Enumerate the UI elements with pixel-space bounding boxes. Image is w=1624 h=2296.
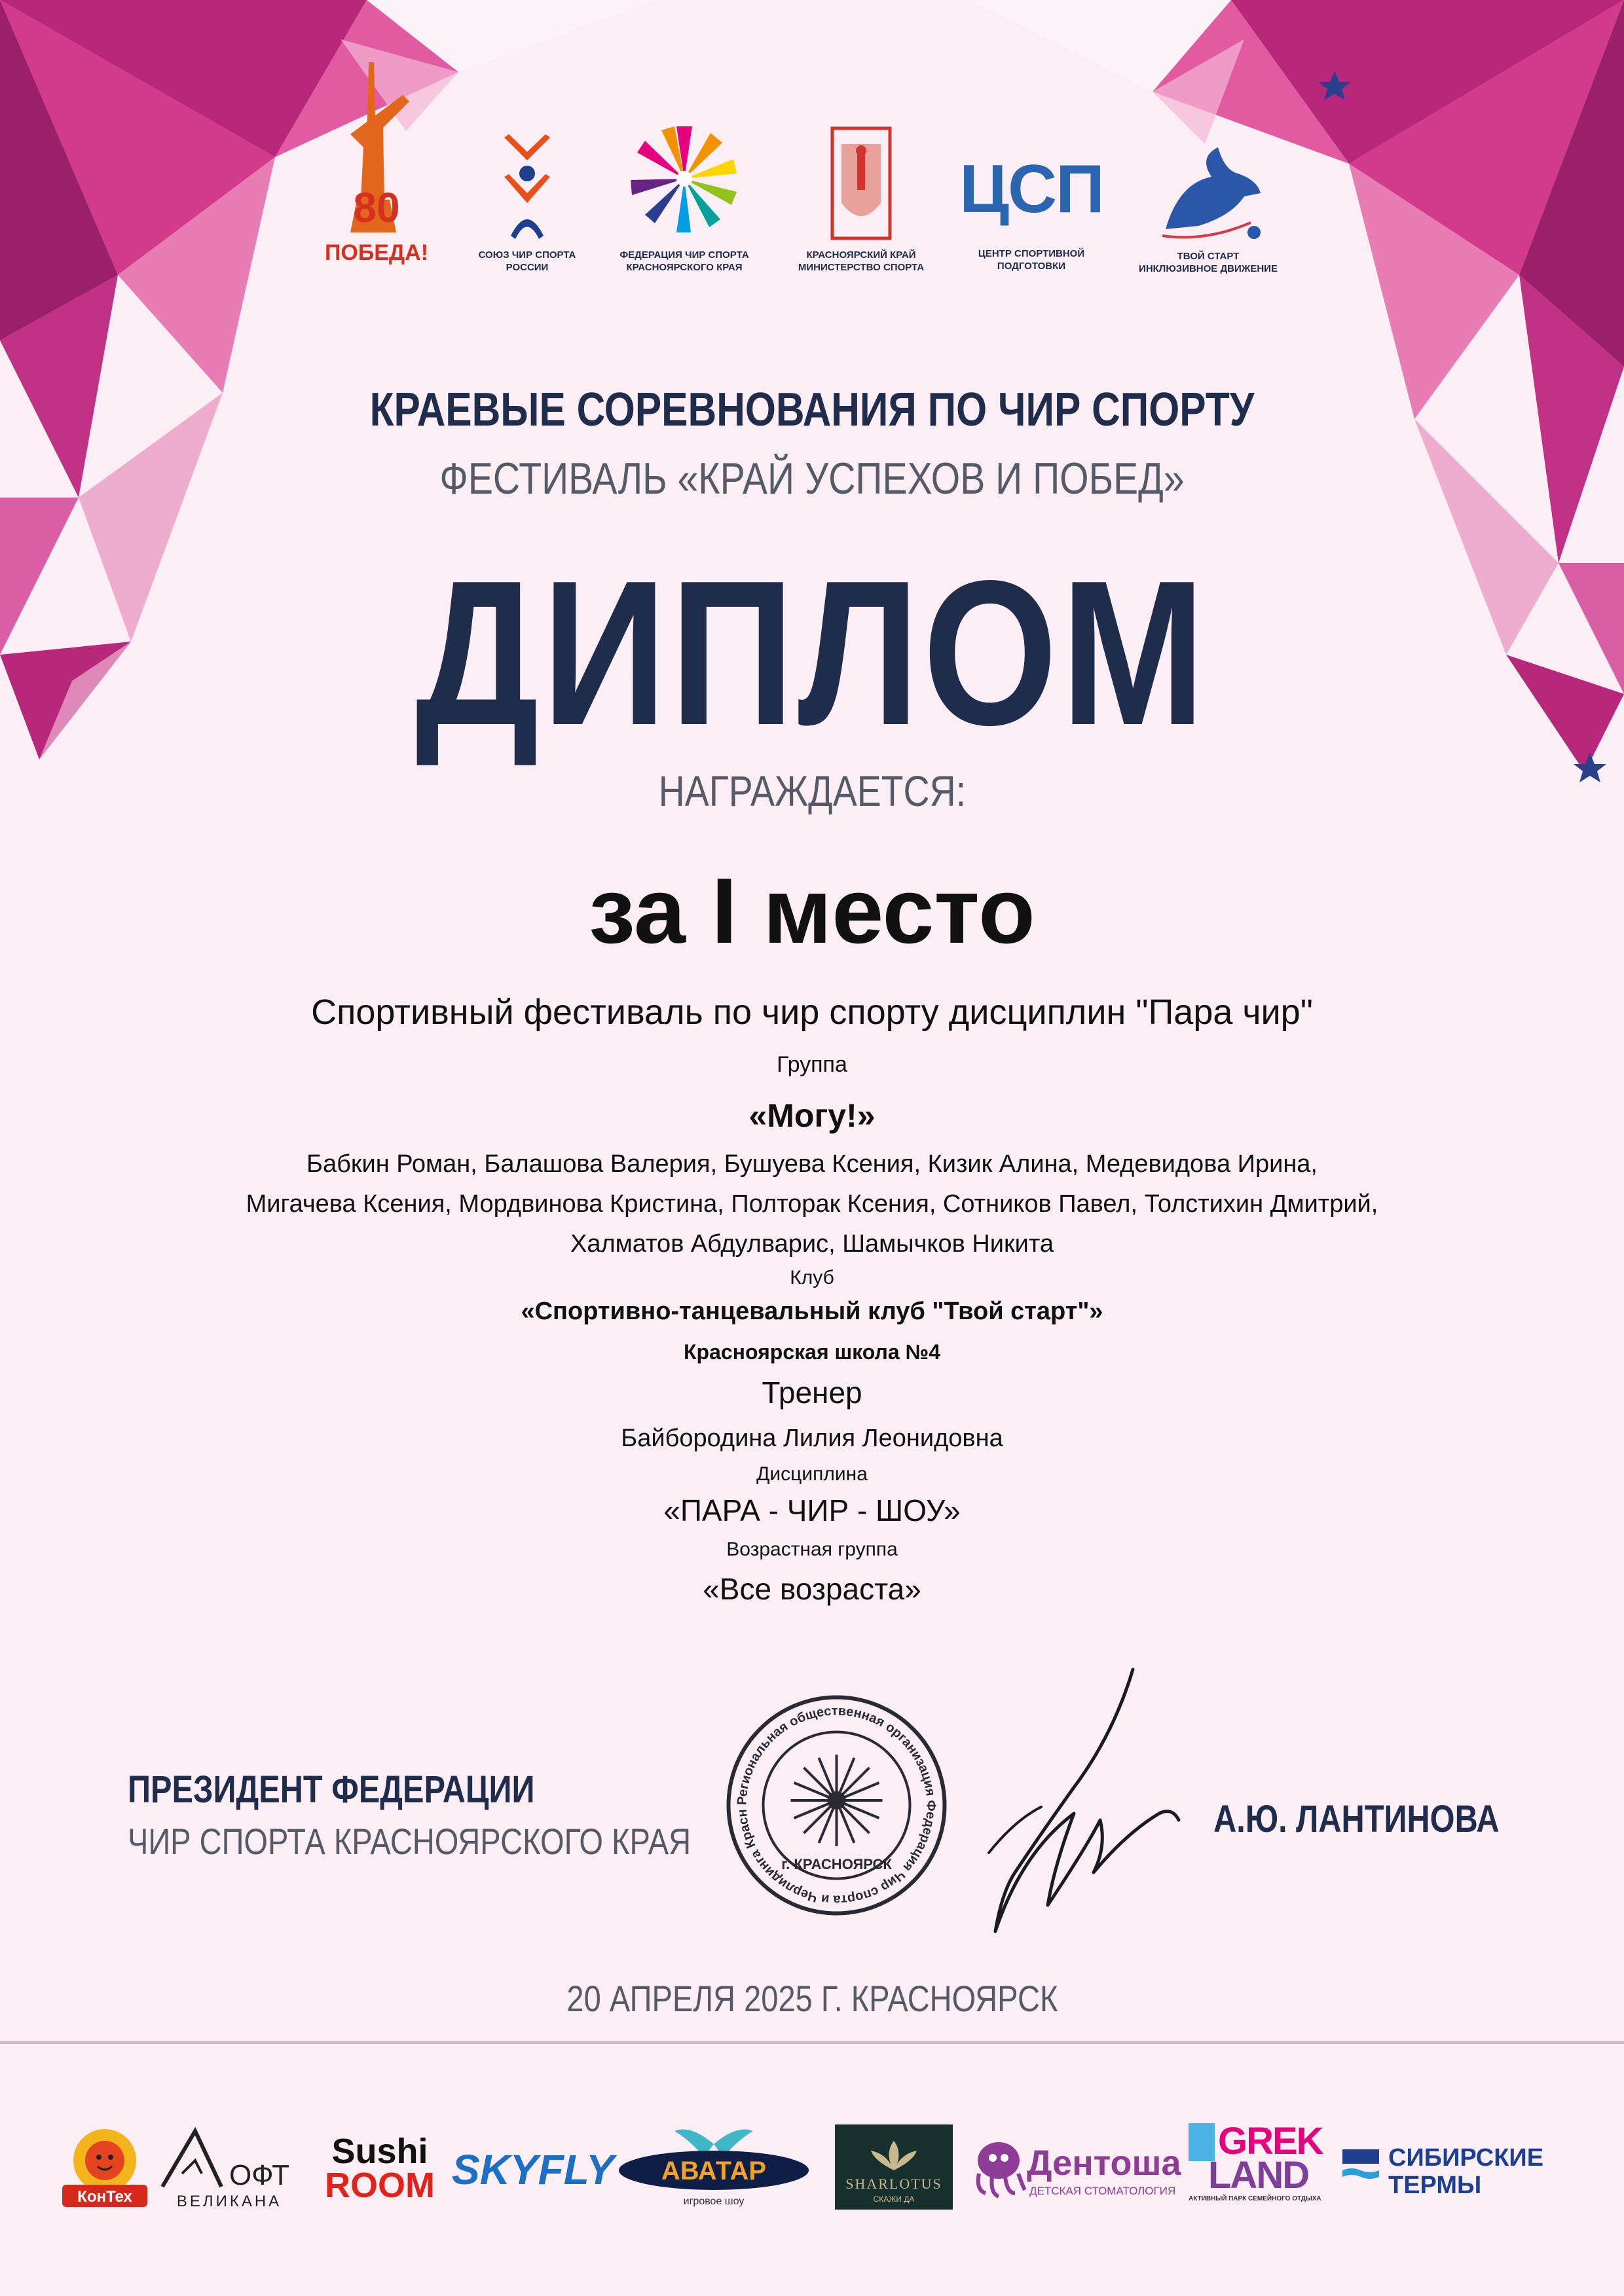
discipline-name: «ПАРА - ЧИР - ШОУ» (663, 1493, 961, 1527)
federation-logo (609, 121, 760, 282)
pobeda-logo (311, 56, 442, 291)
csp-caption-2: ПОДГОТОВКИ (997, 261, 1066, 272)
avatar-sub: игровое шоу (683, 2196, 745, 2207)
member-line: Мигачева Ксения, Мордвинова Кристина, Полторак Ксения, Сотников Павел, Толстихин Дмитрий, (246, 1190, 1378, 1218)
club-label: Клуб (790, 1267, 834, 1288)
csp-logo (959, 151, 1103, 282)
csp-mark: ЦСП (959, 151, 1103, 227)
ministry-caption-2: МИНИСТЕРСТВО СПОРТА (798, 262, 925, 273)
dentosha-text: Дентоша (1027, 2143, 1181, 2183)
soyuz-caption-2: РОССИИ (506, 262, 549, 273)
date-place: 20 АПРЕЛЯ 2025 Г. КРАСНОЯРСК (566, 1978, 1058, 2019)
grek-sub: АКТИВНЫЙ ПАРК СЕМЕЙНОГО ОТДЫХА (1189, 2195, 1321, 2202)
footer-divider (0, 2041, 1624, 2044)
tvoy-start-caption-1: ТВОЙ СТАРТ (1177, 251, 1240, 262)
sponsor-grekland (1189, 2120, 1326, 2210)
place-title: за I место (589, 859, 1035, 963)
school-name: Красноярская школа №4 (683, 1340, 940, 1364)
federation-stamp (724, 1692, 950, 1918)
president-role-line2-wrap (128, 1820, 717, 1863)
cheerleader-figure-icon (501, 131, 553, 242)
president-role-line1-wrap (128, 1768, 717, 1812)
age-group-label: Возрастная группа (726, 1539, 898, 1560)
sponsor-dentosha (969, 2124, 1179, 2210)
sponsor-skyfly (452, 2124, 614, 2210)
soyuz-logo (458, 124, 596, 282)
grek-word: GREK (1218, 2120, 1323, 2162)
sun-icon (56, 2124, 154, 2210)
dentosha-sub: ДЕТСКАЯ СТОМАТОЛОГИЯ (1029, 2185, 1176, 2197)
termy-word: ТЕРМЫ (1388, 2172, 1482, 2199)
skyfly-text: SKYFLY (452, 2146, 614, 2193)
president-name: А.Ю. ЛАНТИНОВА (1213, 1798, 1500, 1840)
sponsor-sharlotus (835, 2124, 953, 2210)
coach-name: Байбородина Лилия Леонидовна (621, 1425, 1003, 1452)
lotus-icon (835, 2124, 953, 2210)
soyuz-caption-1: СОЮЗ ЧИР СПОРТА (478, 249, 576, 261)
pobeda-word: ПОБЕДА! (324, 240, 429, 265)
competition-title-row (0, 383, 1624, 437)
land-word: LAND (1208, 2154, 1309, 2196)
festival-name-row (0, 453, 1624, 504)
awarded-label: НАГРАЖДАЕТСЯ: (658, 767, 966, 815)
sponsor-loft (156, 2124, 303, 2210)
sponsor-konteh (56, 2124, 154, 2210)
competition-title: КРАЕВЫЕ СОРЕВНОВАНИЯ ПО ЧИР СПОРТУ (369, 384, 1255, 436)
discipline-label: Дисциплина (756, 1463, 868, 1485)
age-group: «Все возраста» (703, 1572, 921, 1606)
festival-name: ФЕСТИВАЛЬ «КРАЙ УСПЕХОВ И ПОБЕД» (439, 454, 1185, 503)
tvoy-start-caption-2: ИНКЛЮЗИВНОЕ ДВИЖЕНИЕ (1139, 263, 1278, 274)
president-name-wrap (1153, 1797, 1500, 1841)
group-name: «Могу!» (748, 1097, 876, 1134)
pobeda-number: 80 (353, 184, 400, 231)
loft-word: ОФТ (229, 2159, 290, 2191)
federation-caption-1: ФЕДЕРАЦИЯ ЧИР СПОРТА (619, 249, 749, 261)
group-label: Группа (777, 1052, 847, 1077)
sponsor-avatar (612, 2124, 815, 2210)
pompom-burst-icon (629, 121, 740, 236)
ministry-caption-1: КРАСНОЯРСКИЙ КРАЙ (806, 249, 916, 261)
sharlotus-text: SHARLOTUS (845, 2176, 942, 2192)
member-line: Бабкин Роман, Балашова Валерия, Бушуева Ксения, Кизик Алина, Медевидова Ирина, (306, 1150, 1318, 1178)
diploma-word-row (0, 538, 1624, 768)
stamp-ring-text: Региональная общественная организация Федерация Чир спорта и Черлидинга Красн (735, 1704, 938, 1907)
coach-label: Тренер (762, 1376, 862, 1410)
event-name: Спортивный фестиваль по чир спорту дисциплин "Пара чир" (311, 993, 1313, 1032)
ministry-logo (783, 124, 940, 282)
president-role-line2: ЧИР СПОРТА КРАСНОЯРСКОГО КРАЯ (128, 1821, 692, 1862)
loft-mountain-icon (156, 2124, 303, 2210)
sushi-word: Sushi (331, 2132, 428, 2171)
place-row (0, 858, 1624, 965)
room-word: ROOM (325, 2166, 435, 2205)
member-line: Халматов Абдулварис, Шамычков Никита (570, 1230, 1054, 1258)
sponsor-sushi-room (321, 2124, 439, 2210)
sharlotus-sub: СКАЖИ ДА (873, 2195, 915, 2204)
club-name: «Спортивно-танцевальный клуб "Твой старт"» (521, 1298, 1103, 1325)
stamp-seal-icon (724, 1692, 950, 1918)
diploma-word: ДИПЛОМ (415, 538, 1209, 768)
date-row (0, 1977, 1624, 2020)
waves-icon (1342, 2149, 1379, 2186)
stamp-city: г. КРАСНОЯРСК (781, 1856, 892, 1872)
avatar-wings-icon (612, 2124, 815, 2210)
csp-caption-1: ЦЕНТР СПОРТИВНОЙ (978, 248, 1085, 259)
avatar-text: АВАТАР (661, 2157, 767, 2185)
federation-caption-2: КРАСНОЯРСКОГО КРАЯ (626, 262, 743, 273)
sibirskie-word: СИБИРСКИЕ (1388, 2144, 1544, 2172)
octopus-icon (969, 2134, 1028, 2200)
loft-sub: ВЕЛИКАНА (176, 2193, 282, 2210)
president-role-line1: ПРЕЗИДЕНТ ФЕДЕРАЦИИ (128, 1768, 535, 1811)
sponsor-sibirskie-termy (1342, 2124, 1552, 2210)
coat-of-arms-icon (828, 124, 894, 242)
konteh-text: КонТех (77, 2188, 132, 2206)
awarded-row (0, 766, 1624, 816)
dove-icon (1153, 144, 1264, 242)
tvoy-start-logo (1120, 144, 1297, 282)
